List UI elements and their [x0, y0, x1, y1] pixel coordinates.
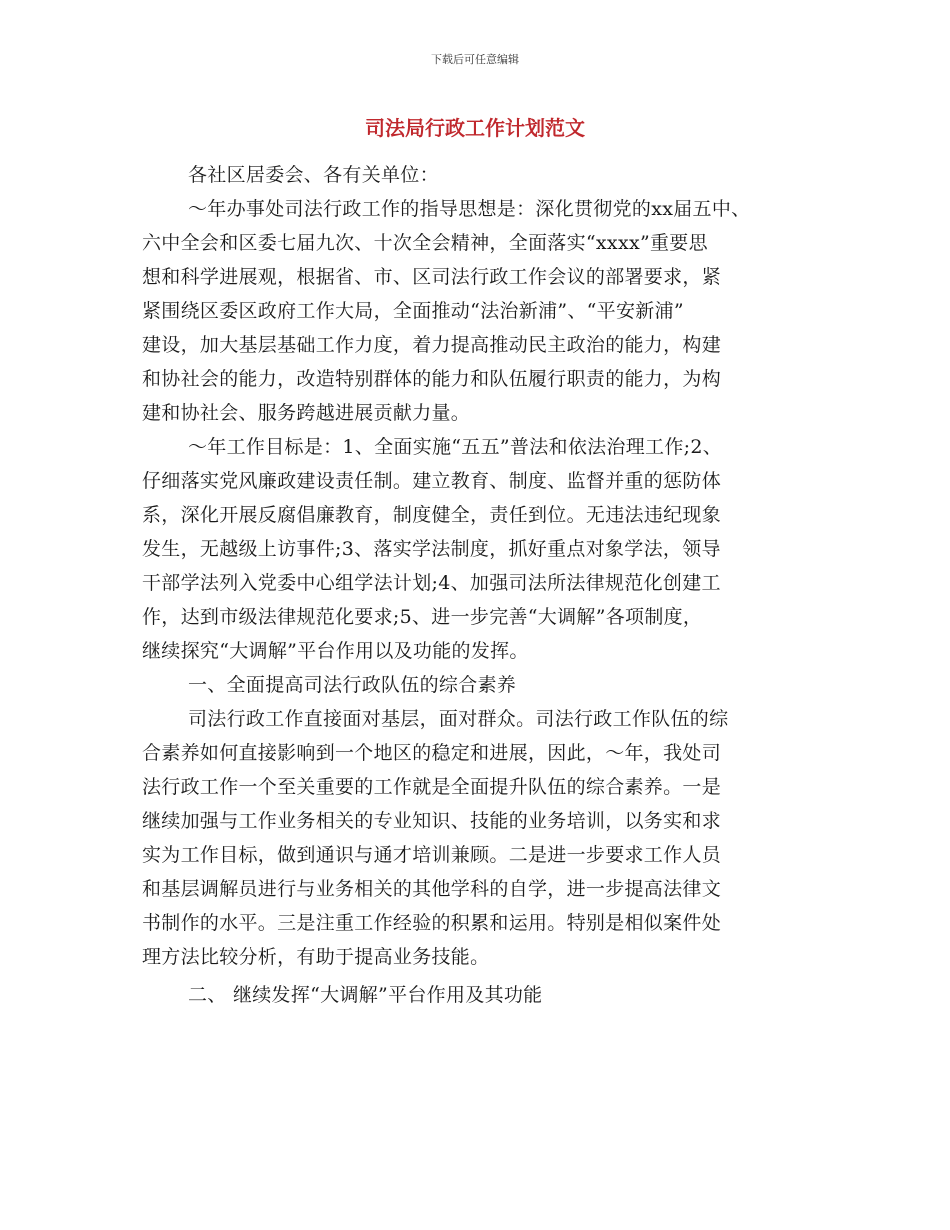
paragraph-line: 想和科学进展观，根据省、市、区司法行政工作会议的部署要求，紧: [142, 266, 722, 288]
paragraph-line: 实为工作目标，做到通识与通才培训兼顾。二是进一步要求工作人员: [142, 844, 722, 866]
salutation-line: 各社区居委会、各有关单位：: [188, 164, 439, 186]
paragraph-line: 建设，加大基层基础工作力度，着力提高推动民主政治的能力，构建: [142, 334, 722, 356]
section-heading: 一、全面提高司法行政队伍的综合素养: [188, 674, 517, 696]
paragraph-line: 继续探究“大调解”平台作用以及功能的发挥。: [142, 640, 529, 662]
paragraph-line: 法行政工作一个至关重要的工作就是全面提升队伍的综合素养。一是: [142, 776, 722, 798]
document-body: [142, 158, 822, 1012]
paragraph-line: 六中全会和区委七届九次、十次全会精神，全面落实“xxxx”重要思: [142, 232, 708, 254]
paragraph-line: 发生，无越级上访事件;3、落实学法制度，抓好重点对象学法，领导: [142, 538, 721, 560]
paragraph-line: 和基层调解员进行与业务相关的其他学科的自学，进一步提高法律文: [142, 878, 722, 900]
paragraph-line: 继续加强与工作业务相关的专业知识、技能的业务培训，以务实和求: [142, 810, 722, 832]
paragraph-line: 仔细落实党风廉政建设责任制。建立教育、制度、监督并重的惩防体: [142, 470, 722, 492]
paragraph-line: 紧围绕区委区政府工作大局，全面推动“法治新浦”、“平安新浦”: [142, 300, 684, 322]
paragraph-line: 司法行政工作直接面对基层，面对群众。司法行政工作队伍的综: [188, 708, 729, 730]
paragraph-line: ～年办事处司法行政工作的指导思想是：深化贯彻党的xx届五中、: [188, 198, 751, 220]
section-heading: 二、 继续发挥“大调解”平台作用及其功能: [188, 984, 543, 1006]
page-header-note: 下载后可任意编辑: [431, 53, 519, 66]
document-title: 司法局行政工作计划范文: [365, 116, 585, 140]
paragraph-line: 合素养如何直接影响到一个地区的稳定和进展，因此，～年，我处司: [142, 742, 722, 764]
paragraph-line: 书制作的水平。三是注重工作经验的积累和运用。特别是相似案件处: [142, 912, 722, 934]
paragraph-line: 理方法比较分析，有助于提高业务技能。: [142, 946, 490, 968]
paragraph-line: 和协社会的能力，改造特别群体的能力和队伍履行职责的能力，为构: [142, 368, 722, 390]
paragraph-line: 系，深化开展反腐倡廉教育，制度健全，责任到位。无违法违纪现象: [142, 504, 722, 526]
paragraph-line: 作，达到市级法律规范化要求;5、进一步完善“大调解”各项制度，: [142, 606, 703, 628]
paragraph-line: 建和协社会、服务跨越进展贡献力量。: [142, 402, 471, 424]
paragraph-line: 干部学法列入党委中心组学法计划;4、加强司法所法律规范化创建工: [142, 572, 721, 594]
paragraph-line: ～年工作目标是：1、全面实施“五五”普法和依法治理工作;2、: [188, 436, 723, 458]
